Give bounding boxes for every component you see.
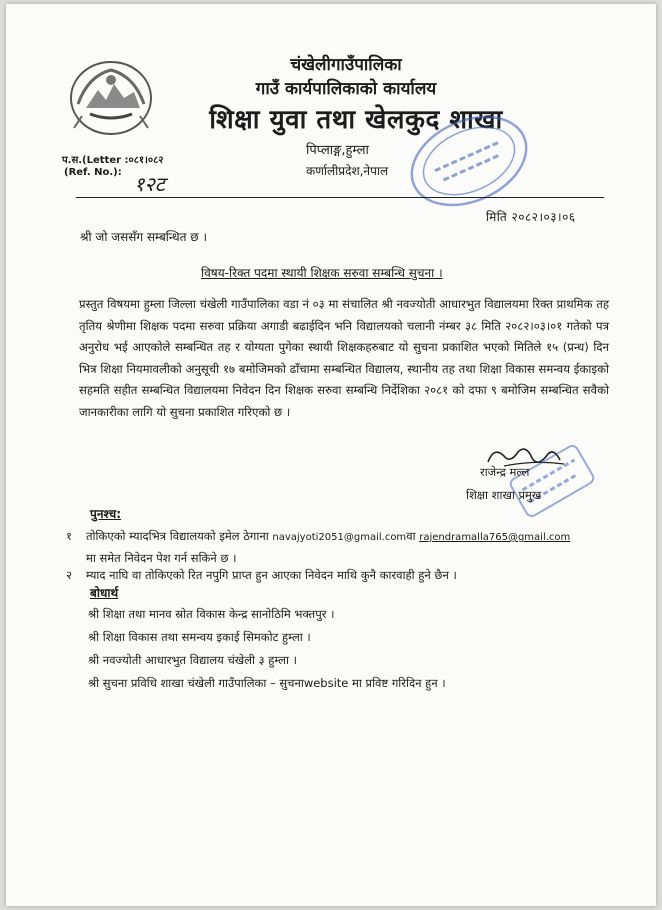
office-subname: गाउँ कार्यपालिकाको कार्यालय [255, 79, 437, 99]
postscript-item-2 [66, 565, 626, 585]
reference-number-handwritten: १२ट [134, 172, 165, 196]
header-divider [76, 197, 604, 198]
reference-label: (Ref. No.): [64, 167, 122, 178]
postscript-text: तोकिएको म्यादभित्र विद्यालयको इमेल ठेगाना [86, 529, 269, 543]
addressee: श्री जो जससँग सम्बन्धित छ । [80, 230, 208, 244]
cc-item: श्री शिक्षा विकास तथा समन्वय इकाई सिमकोट हुम्ला । [88, 630, 311, 644]
section-name: शिक्षा युवा तथा खेलकुद शाखा [209, 105, 503, 135]
postscript-or: वा [406, 529, 416, 543]
signatory-title: शिक्षा शाखा प्रमुख [466, 488, 542, 502]
signatory-name: राजेन्द्र मल्ल [480, 465, 530, 479]
letter-number: प.स.(Letter :०८१।०८२ [62, 155, 164, 166]
school-email-link[interactable]: navajyoti2051@gmail.com [272, 532, 407, 543]
nepal-government-emblem-icon [68, 56, 154, 136]
office-round-stamp-icon [404, 112, 534, 210]
postscript-number: २ [66, 568, 72, 582]
postscript-text: म्याद नाघि वा तोकिएको रित नपुगि प्राप्त हुन आएका निवेदन माथि कुनै कारवाही हुने छैन । [86, 568, 457, 582]
cc-item: श्री शिक्षा तथा मानव स्रोत विकास केन्द्र सानोठिमि भक्तपुर । [88, 607, 335, 621]
signature-stamp-icon [506, 440, 598, 522]
letter-body: प्रस्तुत विषयमा हुम्ला जिल्ला चंखेली गाउँपालिका वडा नं ०३ मा संचालित श्री नवज्योती आधारभुत विद्यालयमा रिक्त प्राथमिक तह तृतिय श्रेणीमा शिक्षक पदमा सरुवा प्रक्रिया अगाडी बढाईदिन भनि विद्यालयको चलानी नंम्बर ३८ मिति २०८२।०३।०१ गतेको पत्र अनुरोध भई आएकोले सम्बन्धित तह र योग्यता पुगेका स्थायी शिक्षकहरुबाट यो सुचना प्रकाशित भएको मितिले १५ (प्रन्ध) दिन भित्र शिक्षा नियमावलीको अनुसूची १७ बमोजिमको ढाँचामा सम्बन्धित विद्यालय, स्थानीय तह तथा शिक्षा विकास समन्वय ईकाइको सहमति सहीत सम्बन्धित विद्यालयमा निवेदन दिन शिक्षक सरुवा सम्बन्धि निर्देशिका २०८१ को दफा ९ बमोजिम सम्बन्धित सवैको जानकारीका लागि यो सुचना प्रकाशित गरिएको छ । [79, 297, 609, 419]
letter-subject: विषय-रिक्त पदमा स्थायी शिक्षक सरुवा सम्बन्धि सुचना । [201, 266, 443, 280]
postscript-heading: पुनश्च: [90, 507, 121, 521]
letter-date: मिति २०८२।०३।०६ [486, 210, 576, 224]
cc-heading: बोधार्थ [90, 586, 119, 600]
office-province: कर्णालीप्रदेश,नेपाल [306, 164, 389, 178]
cc-item: श्री नवज्योती आधारभुत विद्यालय चंखेली ३ हुम्ला । [88, 653, 297, 667]
postscript-text-continued: मा समेत निवेदन पेश गर्न सकिने छ । [86, 551, 237, 565]
officer-email-link[interactable]: rajendramalla765@gmail.com [419, 532, 571, 543]
postscript-item-1 [66, 526, 626, 568]
letter-page [6, 4, 656, 906]
office-name: चंखेलीगाउँपालिका [290, 55, 402, 75]
cc-item: श्री सुचना प्रविधि शाखा चंखेली गाउँपालिका – सुचनाwebsite मा प्रविष्ट गरिदिन हुन । [88, 676, 446, 690]
office-address: पिप्लाङ्ग,हुम्ला [306, 143, 369, 158]
postscript-number: १ [66, 529, 72, 543]
